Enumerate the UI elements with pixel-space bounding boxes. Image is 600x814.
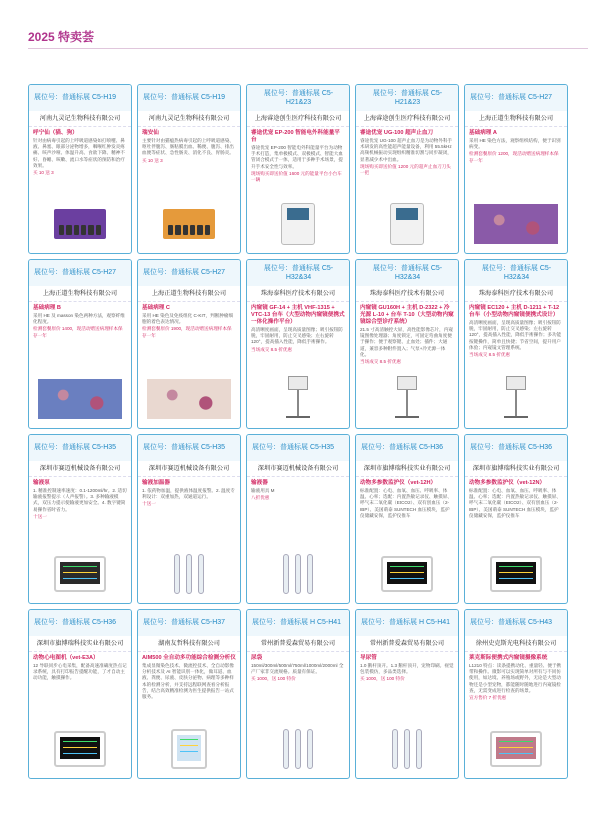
booth-number: 普通标展 C5-H27 [498,94,553,101]
booth-label [465,260,567,286]
vial [81,225,86,235]
product-description: 睿途优宠 UG-100 超声止血刀是为动物外科手术研发的高性能超声能量设备，利用 55.5kHz 高频机械振动实现组织精准切割与同步凝闭，显著减少术中出血。 [360,138,453,162]
product-image [473,201,559,247]
booth-number: 普通标展 C5-H35 [62,444,117,451]
product-info [465,127,567,167]
product-info [356,127,458,179]
product-image [37,726,123,772]
tube-image [295,554,301,594]
company-name: 徐州史克斯光电科技有限公司 [465,636,567,652]
company-name: 深圳市赛迈机械设备有限公司 [29,461,131,477]
product-info [247,127,349,186]
company-name: 河南九灵记生物科技有限公司 [29,111,131,127]
product-description: 1. 依药物加温，提供液体温度报警。2. 温度专利设计：双重加热，双通道运行。 [142,488,235,500]
company-name: 湖南友哲科技有限公司 [138,636,240,652]
waveform-line [180,751,198,752]
product-card[interactable] [137,84,241,254]
booth-number: 普通标展 C5-H27 [171,269,226,276]
product-card[interactable] [246,434,350,604]
monitor-screen [387,562,427,584]
product-description: 12 导联同步心电采集，配备高速准确度热点记录系统，具有打印报告提醒功能，了才自动主动功能，触摸操作。 [33,663,127,681]
product-image [364,726,450,772]
promo-offer: 买 10 送 3 [142,157,163,163]
vial [183,225,188,235]
booth-label [465,435,567,461]
product-name: 睿途优宠 UG-100 超声止血刀 [360,130,434,136]
booth-number: 普通标展 C5-H32&34 [285,265,334,281]
booth-label [465,610,567,636]
promo-offer: 当场成交 8.5 折优惠 [251,346,293,352]
booth-label [29,435,131,461]
vial-set [59,225,101,235]
company-name: 珠海泰科医疗技术有限公司 [247,286,349,302]
company-name: 深圳市旗博瑞科技实业有限公司 [29,636,131,652]
company-name: 深圳市旗博瑞科技实业有限公司 [356,461,458,477]
promo-offer: 检测套餐原价 1900，现活动赠送病理样本保存一年 [142,326,232,338]
promo-offer: 买 1000，送 100 特价 [360,676,405,682]
product-image [473,551,559,597]
vial [197,225,202,235]
booth-prefix: 展位号： [372,265,401,272]
waveform-line [63,747,97,748]
vial [88,225,93,235]
booth-label [138,610,240,636]
booth-number: 普通标展 C5-H19 [62,94,117,101]
waveform-line [499,578,533,579]
product-info [138,302,240,342]
product-card[interactable] [464,259,568,429]
monitor-screen [496,562,536,584]
product-card[interactable] [355,434,459,604]
booth-label [29,610,131,636]
waveform-line [499,747,533,748]
company-name: 上海睿途创生医疗科技有限公司 [356,111,458,127]
product-info [356,302,458,368]
product-card[interactable] [28,84,132,254]
product-name: 内窥镜 GF-14 + 主机 VHF-1315 + VTC-13 台车（大型动物内窥镜便携式一体化操作平台） [251,305,345,325]
product-name: 输液加温器 [142,480,170,486]
booth-prefix: 展位号： [470,619,498,626]
page-title: 2025 特卖荟 [28,30,95,44]
vial [59,225,64,235]
product-name: 动物多参数监护仪（vet-12N） [469,480,546,486]
product-image [37,551,123,597]
booth-number: 普通标展 C5-H27 [62,269,117,276]
product-image [364,551,450,597]
booth-number: 普通标展 H C5-H41 [280,619,342,626]
cart-pole [297,390,299,416]
cart-pole [515,390,517,416]
vial [74,225,79,235]
booth-label [356,260,458,286]
promo-offer: 十送一 [142,501,156,507]
product-name: 睿途优宠 EP-200 智能电外科能量平台 [251,130,340,143]
waveform-line [390,578,424,579]
booth-number: 普通标展 C5-H36 [62,619,117,626]
booth-label [138,85,240,111]
company-name: 深圳市旗博瑞科技实业有限公司 [465,461,567,477]
product-card[interactable] [246,609,350,779]
product-name: 动物多参数监护仪（vet-12H） [360,480,437,486]
promo-offer: 买 10 送 3 [33,170,54,176]
vial [175,225,180,235]
booth-number: 普通标展 C5-H19 [171,94,226,101]
booth-prefix: 展位号： [143,94,171,101]
tube-image [283,554,289,594]
booth-label [247,85,349,111]
product-box-image [54,209,106,239]
product-info [138,477,240,511]
product-image [255,376,341,422]
vial [66,225,71,235]
product-description: L1210 特点：读条提携动化、重量轻、便于携带和操作。微影可以实现简单对所有与不同仿使用，如达境、养殖场或野外，无论是大型动物还是小型宠物，都能随时随地进行内窥镜检查，无需变成进行检查的场景。 [469,663,562,693]
waveform-line [390,566,424,567]
product-box-image [163,209,215,239]
tissue-stain-image [147,379,231,419]
cart-base [504,416,528,422]
tube-image [416,729,422,769]
booth-number: 普通标展 C5-H21&23 [394,90,443,106]
waveform-line [499,753,533,754]
device-monitor-image [490,556,542,592]
booth-prefix: 展位号： [34,444,62,451]
product-description: 输液用具 M [251,488,275,493]
booth-number: 普通标展 C5-H43 [498,619,553,626]
product-card[interactable] [137,259,241,429]
company-name: 上海睿途创生医疗科技有限公司 [247,111,349,127]
product-description: 标准配置：心电、血氧、血压、呼吸率、体温、心率；选配：内置热敏记录仪、触摸屏、呼气末二氧化碳（EtCO2）、双有创血压（2-IBP）、美国萌泰 SUNTECH 血压模块，监护仪储藏安保，监护仪推车 [360,488,452,518]
product-image [473,376,559,422]
promo-offer: 检测套餐原价 1200，现活动赠送病理样本保存一年 [469,151,559,163]
device-monitor-image [54,731,106,767]
booth-label [356,85,458,111]
booth-prefix: 展位号： [372,90,401,97]
product-name: 输液泵 [33,480,50,486]
promo-offer: 宣方售价 7 折优惠 [469,695,507,701]
product-name: 瑞安仙 [142,130,159,136]
tube-image [198,554,204,594]
product-image [255,726,341,772]
product-info [138,652,240,703]
device-screen [287,208,309,220]
promo-offer: 现场购买即送价值 1600 元的能量平台小台车一辆 [251,170,342,183]
product-description: 主要针对由猫瘟热病毒引起的上呼吸道感染、呕吐伴腹泻、肠粘膜出血、稀便、腹泻、排出血便等症状、急性肠炎、消化不良、胃肠炎。 [142,138,234,156]
company-name: 珠海泰科医疗技术有限公司 [356,286,458,302]
product-info [29,652,131,685]
product-image [364,201,450,247]
product-name: 导尿管 [360,655,377,661]
vial-set [168,225,210,235]
vial [205,225,210,235]
vial [168,225,173,235]
product-description: 21.5 寸高清触控大屏，高性能影像芯片，内窥镜图像处理器；角度锁定，可固定弯曲角度便于操作；便于观察键、止血处；插件；大通道，兼容多种附件置入；气泵+冷光源一体化。 [360,327,453,357]
product-image [473,726,559,772]
device-monitor-image [54,556,106,592]
waveform-line [63,753,97,754]
tube-image [283,729,289,769]
booth-number: 普通标展 C5-H32&34 [503,265,552,281]
product-grid [28,84,588,779]
product-description: 采用 HE 染色方法，观察组织结构，便于识别病变。 [469,138,561,150]
booth-label [29,260,131,286]
product-info [465,652,567,704]
product-card[interactable] [246,84,350,254]
product-info [465,477,567,522]
product-info [356,477,458,522]
waveform-line [499,572,533,573]
company-name: 常州新普爱森贸易有限公司 [247,636,349,652]
product-card[interactable] [28,609,132,779]
product-description: 采用 HE 染色及免疫组化 C-KIT，判断肿瘤细胞的着色表达情况。 [142,313,234,325]
device-monitor-image [381,556,433,592]
product-name: 莱克斯际便携式内窥镜摄像系统 [469,655,548,661]
product-info [247,302,349,356]
booth-label [247,435,349,461]
product-description: 睿途优宠 EP-200 智能电外科能量平台为动物手术打造，集单极模式、双极模式、智能大血管闭合模式于一体，适用于多种手术场景，提升手术安全性与效率。 [251,145,343,169]
monitor-screen [496,737,536,759]
waveform-line [499,741,533,742]
tube-image [295,729,301,769]
product-image [146,376,232,422]
booth-prefix: 展位号： [263,265,292,272]
promo-offer: 现场购买即送价值 1200 元的超声止血刀刀头一把 [360,163,451,176]
endoscope-cart-image [393,376,421,422]
product-name: AIM500 全自动多功能综合检测分析仪 [142,655,236,661]
header-divider [28,48,588,49]
booth-number: 普通标展 C5-H21&23 [285,90,334,106]
booth-number: 普通标展 C5-H37 [171,619,226,626]
product-card[interactable] [464,84,568,254]
product-description: 1. 精准控制速率速度：0.1-1200ml/hr。2. 适切输液报警提示（人声报警）。3. 多种输液模式，双压力提示使输液更加安全。4. 数字键简易操作省时省力。 [33,488,127,512]
product-info [138,127,240,167]
page-header [28,28,588,50]
cart-monitor [397,376,417,390]
company-name: 深圳市赛迈机械设备有限公司 [247,461,349,477]
product-image [146,201,232,247]
tube-image [174,554,180,594]
tube-image [392,729,398,769]
booth-prefix: 展位号： [470,444,498,451]
product-description: 针对由病毒引起的上呼吸道感染如打喷嚏、鼻液、鼻塞、眼部分泌物增多，咽喉红肿发炎疼痛、咳声沙哑、体温升高、食欲下降、精神不好、昏睡、咳嗽、流口水等症状的预防和治疗效果。 [33,138,125,168]
booth-prefix: 展位号： [481,265,510,272]
booth-number: 普通标展 C5-H35 [171,444,226,451]
device-screen [396,208,418,220]
promo-offer: 买 1000，送 100 特价 [251,676,296,682]
company-name: 珠海泰科医疗技术有限公司 [465,286,567,302]
vial [96,225,101,235]
device-image [390,203,424,245]
tissue-stain-image [38,379,122,419]
tube-image [186,554,192,594]
product-info [29,302,131,342]
booth-number: 普通标展 C5-H35 [280,444,335,451]
waveform-line [63,741,97,742]
product-info [356,652,458,686]
monitor-screen [177,735,201,761]
booth-label [465,85,567,111]
product-description: 高清晰度画面，呈现高质量图像；吸引按钮防脱，牢固耐用，防止交叉感染；左右旋转 120°，提高插入性能，降低手術操作。 [251,327,343,345]
booth-prefix: 展位号： [361,444,389,451]
product-card[interactable] [355,259,459,429]
promo-offer: 八折优惠 [251,495,270,501]
product-card[interactable] [355,609,459,779]
promo-offer: 当场成交 8.5 折优惠 [469,352,511,358]
device-monitor-image [171,729,207,769]
tissue-stain-image [474,204,558,244]
product-info [29,477,131,523]
product-card[interactable] [246,259,350,429]
cart-base [286,416,310,422]
product-card[interactable] [28,259,132,429]
product-description: 1.0 鹅杆顶开。1.3 鹅杆顶开，宠物印刷。视觉包装模仿，多品类选择。 [360,663,454,675]
product-image [146,726,232,772]
product-image [146,551,232,597]
product-info [29,127,131,179]
product-name: 输液器 [251,480,268,486]
product-description: 150ml/300ml/500ml/750ml/1000ml/2000ml 全产厂家非交流规格。质量有保证。 [251,663,344,675]
product-name: 基础病理 A [469,130,497,136]
cart-monitor [506,376,526,390]
booth-number: 普通标展 H C5-H41 [389,619,451,626]
booth-label [356,610,458,636]
product-description: 高清晰度画面，呈现高质量图像；吸引按钮防脱，牢固耐用，防止交叉感染；左右旋转 120°，提高插入性能，降低手術操作；多功能按键操作，简单且快捷；节省空间，提升用户体验；内窥镜文管理系统。 [469,320,562,350]
product-image [364,376,450,422]
booth-prefix: 展位号： [34,269,62,276]
promo-offer: 十送一 [33,513,47,519]
cart-base [395,416,419,422]
company-name: 上海正道生物科技有限公司 [465,111,567,127]
product-name: 尿袋 [251,655,263,661]
endoscope-cart-image [502,376,530,422]
booth-prefix: 展位号： [143,269,171,276]
booth-prefix: 展位号： [361,619,389,626]
company-name: 上海正道生物科技有限公司 [138,286,240,302]
waveform-line [390,572,424,573]
booth-prefix: 展位号： [252,619,280,626]
booth-label [29,85,131,111]
booth-prefix: 展位号： [143,619,171,626]
waveform-line [63,572,97,573]
product-card[interactable] [464,609,568,779]
product-description: 集成显微染色技术、微流控技术、全自动影像分析技术及 AI 智能识别一体化，做耳道、血液、粪便、尿液、皮肤分泌物、病理等多种样本的检测分析，并支持远程联网查看分析报告，结合高效精准检测为医生提供报告一站式服务。 [142,663,234,700]
booth-label [356,435,458,461]
product-card[interactable] [137,434,241,604]
waveform-line [63,578,97,579]
booth-prefix: 展位号： [34,94,62,101]
tube-image [404,729,410,769]
product-name: 内窥镜 GU160H + 主机 D-2322 + 冷光源 L-10 + 台车 T-10（大型动物内窥镜综合型诊疗系统） [360,305,454,325]
booth-prefix: 展位号： [34,619,62,626]
booth-number: 普通标展 C5-H36 [389,444,444,451]
product-name: 基础病理 C [142,305,170,311]
product-description: 采用 HE 及 masson 染色两种方法，观察纤维化程度。 [33,313,125,325]
booth-number: 普通标展 C5-H36 [498,444,553,451]
company-name: 河南九灵记生物科技有限公司 [138,111,240,127]
company-name: 上海正道生物科技有限公司 [29,286,131,302]
booth-prefix: 展位号： [252,444,280,451]
product-info [247,477,349,504]
product-description: 标准配置：心电、血氧、血压、呼吸率、体温、心率；选配：内置热敏记录仪、触摸屏、呼气末二氧化碳（EtCO2）、双有创血压（2-IBP）、美国萌泰 SUNTECH 血压模块，监护仪储藏安保，监护仪推车 [469,488,561,518]
waveform-line [63,566,97,567]
waveform-line [180,739,198,740]
booth-number: 普通标展 C5-H32&34 [394,265,443,281]
tube-image [307,729,313,769]
cart-pole [406,390,408,416]
company-name: 深圳市赛迈机械设备有限公司 [138,461,240,477]
vial [190,225,195,235]
booth-prefix: 展位号： [143,444,171,451]
monitor-screen [60,562,100,584]
waveform-line [499,566,533,567]
product-name: 基础病理 B [33,305,61,311]
promo-offer: 当场成交 8.5 折优惠 [360,359,402,365]
product-name: 动物心电图机（vet-E3A） [33,655,99,661]
product-name: 呼宁仙（猫、狗） [33,130,78,136]
product-image [37,201,123,247]
product-image [255,551,341,597]
product-card[interactable] [464,434,568,604]
tube-image [307,554,313,594]
product-info [465,302,567,361]
endoscope-cart-image [284,376,312,422]
booth-label [247,610,349,636]
device-image [281,203,315,245]
product-card[interactable] [355,84,459,254]
product-card[interactable] [28,434,132,604]
booth-label [138,260,240,286]
product-name: 内窥镜 EC120 + 主机 D-1211 + T-12 台车（小型动物内窥镜便携式设计） [469,305,560,318]
product-info [247,652,349,686]
booth-label [247,260,349,286]
product-image [37,376,123,422]
promo-offer: 检测套餐原价 1400，现活动赠送病理样本保存一年 [33,326,123,338]
device-monitor-image [490,731,542,767]
company-name: 常州新普爱森贸易有限公司 [356,636,458,652]
booth-label [138,435,240,461]
booth-prefix: 展位号： [263,90,292,97]
monitor-screen [60,737,100,759]
booth-prefix: 展位号： [470,94,498,101]
product-image [255,201,341,247]
waveform-line [180,745,198,746]
cart-monitor [288,376,308,390]
product-card[interactable] [137,609,241,779]
